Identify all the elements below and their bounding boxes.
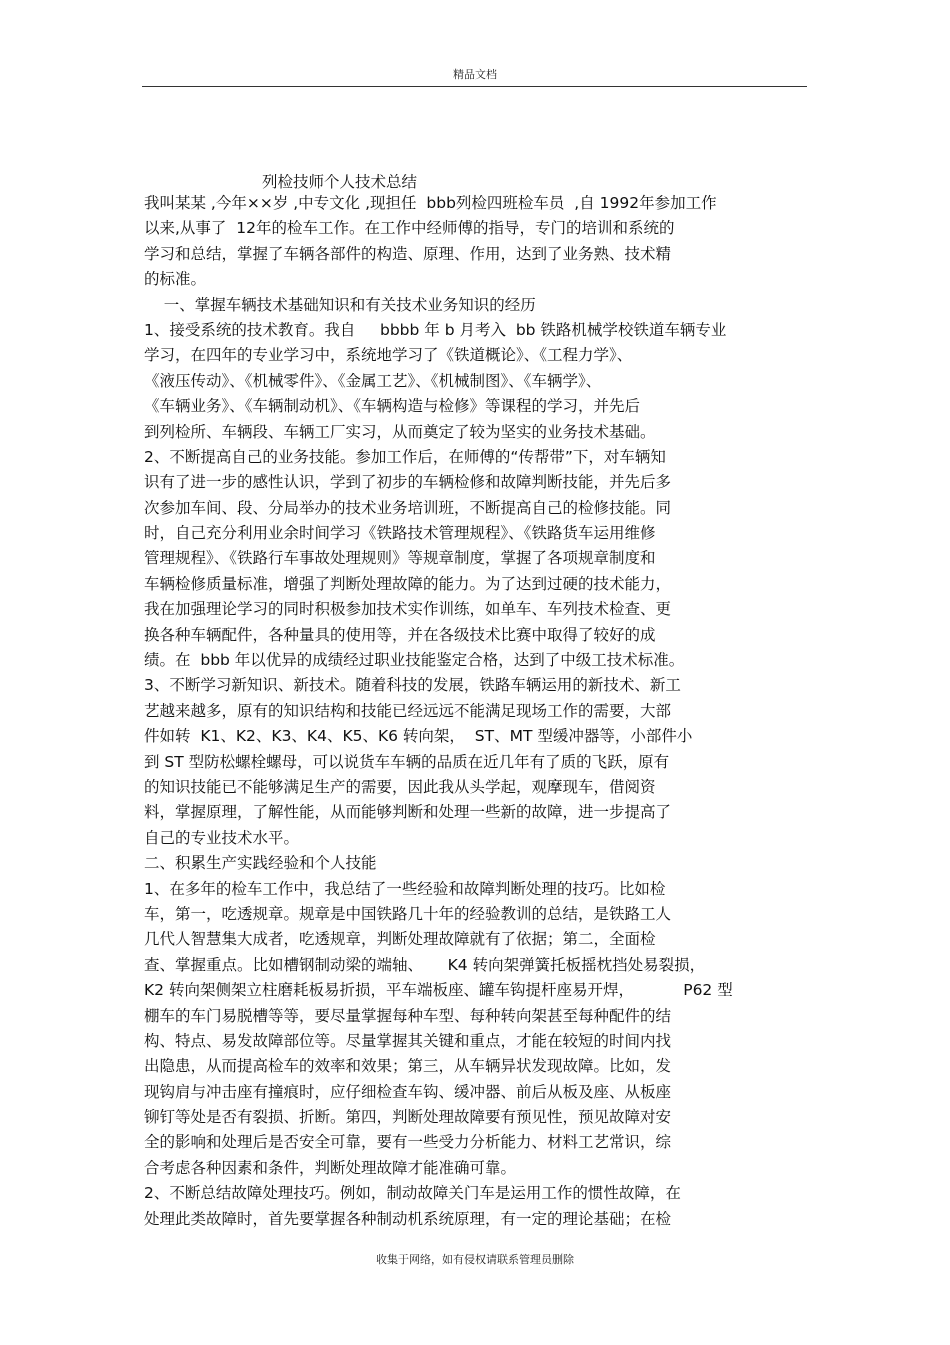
page-footer: 收集于网络，如有侵权请联系管理员删除 bbox=[376, 1253, 574, 1266]
body-line: 以来,从事了 12年的检车工作。在工作中经师傅的指导，专门的培训和系统的 bbox=[144, 219, 675, 238]
body-line: 管理规程》、《铁路行车事故处理规则》等规章制度，掌握了各项规章制度和 bbox=[144, 549, 656, 568]
body-line: 的知识技能已不能够满足生产的需要，因此我从头学起，观摩现车，借阅资 bbox=[144, 777, 656, 796]
document-body bbox=[144, 191, 824, 1232]
body-line: 查、掌握重点。比如槽钢制动梁的端轴、 K4 转向架弹簧托板摇枕挡处易裂损， bbox=[144, 955, 706, 974]
document-title: 列检技师个人技术总结 bbox=[262, 173, 418, 191]
body-line: 到列检所、车辆段、车辆工厂实习，从而奠定了较为坚实的业务技术基础。 bbox=[144, 422, 656, 441]
body-line: 2、不断提高自己的业务技能。参加工作后，在师傅的“传帮带”下，对车辆知 bbox=[144, 447, 666, 466]
body-line: 车，第一，吃透规章。规章是中国铁路几十年的经验教训的总结，是铁路工人 bbox=[144, 904, 672, 923]
body-line: 自己的专业技术水平。 bbox=[144, 828, 300, 847]
body-line: 艺越来越多，原有的知识结构和技能已经远远不能满足现场工作的需要，大部 bbox=[144, 701, 672, 720]
body-line: 构、特点、易发故障部位等。尽量掌握其关键和重点，才能在较短的时间内找 bbox=[144, 1031, 672, 1050]
body-line: 到 ST 型防松螺栓螺母，可以说货车车辆的品质在近几年有了质的飞跃，原有 bbox=[144, 752, 670, 771]
body-line: 车辆检修质量标准，增强了判断处理故障的能力。为了达到过硬的技术能力， bbox=[144, 574, 672, 593]
body-line: 学习和总结，掌握了车辆各部件的构造、原理、作用，达到了业务熟、技术精 bbox=[144, 244, 672, 263]
body-line: 次参加车间、段、分局举办的技术业务培训班，不断提高自己的检修技能。同 bbox=[144, 498, 672, 517]
body-line: 棚车的车门易脱槽等等，要尽量掌握每种车型、每种转向架甚至每种配件的结 bbox=[144, 1006, 672, 1025]
body-line: 一、掌握车辆技术基础知识和有关技术业务知识的经历 bbox=[144, 295, 536, 314]
body-line: 我在加强理论学习的同时积极参加技术实作训练，如单车、车列技术检查、更 bbox=[144, 600, 672, 619]
body-line: 的标准。 bbox=[144, 270, 207, 289]
body-line: K2 转向架侧架立柱磨耗板易折损，平车端板座、罐车钩提杆座易开焊， P62 型 bbox=[144, 981, 733, 1000]
body-line: 识有了进一步的感性认识，学到了初步的车辆检修和故障判断技能，并先后多 bbox=[144, 473, 672, 492]
body-line: 3、不断学习新知识、新技术。随着科技的发展，铁路车辆运用的新技术、新工 bbox=[144, 676, 681, 695]
body-line: 件如转 K1、K2、K3、K4、K5、K6 转向架， ST、MT 型缓冲器等，小部件小 bbox=[144, 727, 693, 746]
body-line: 《液压传动》、《机械零件》、《金属工艺》、《机械制图》、《车辆学》、 bbox=[144, 371, 602, 390]
body-line: 铆钉等处是否有裂损、折断。第四，判断处理故障要有预见性，预见故障对安 bbox=[144, 1108, 672, 1127]
body-line: 我叫某某 ,今年××岁 ,中专文化 ,现担任 bbb列检四班检车员 ,自 1992年参加工作 bbox=[144, 194, 717, 212]
body-line: 全的影响和处理后是否安全可靠，要有一些受力分析能力、材料工艺常识，综 bbox=[144, 1133, 672, 1152]
body-line: 绩。在 bbb 年以优异的成绩经过职业技能鉴定合格，达到了中级工技术标准。 bbox=[144, 651, 685, 670]
header-divider bbox=[142, 86, 807, 87]
body-line: 时，自己充分利用业余时间学习《铁路技术管理规程》、《铁路货车运用维修 bbox=[144, 524, 656, 543]
body-line: 2、不断总结故障处理技巧。例如，制动故障关门车是运用工作的惯性故障，在 bbox=[144, 1184, 681, 1203]
body-line: 《车辆业务》、《车辆制动机》、《车辆构造与检修》等课程的学习，并先后 bbox=[144, 397, 641, 416]
body-line: 学习，在四年的专业学习中，系统地学习了《铁道概论》、《工程力学》、 bbox=[144, 346, 633, 365]
body-line: 出隐患，从而提高检车的效率和效果；第三，从车辆异状发现故障。比如，发 bbox=[144, 1057, 672, 1076]
body-line: 二、积累生产实践经验和个人技能 bbox=[144, 854, 377, 873]
body-line: 1、在多年的检车工作中，我总结了一些经验和故障判断处理的技巧。比如检 bbox=[144, 879, 666, 898]
body-line: 换各种车辆配件，各种量具的使用等，并在各级技术比赛中取得了较好的成 bbox=[144, 625, 656, 644]
body-line: 处理此类故障时，首先要掌握各种制动机系统原理，有一定的理论基础；在检 bbox=[144, 1209, 672, 1228]
body-line: 合考虑各种因素和条件，判断处理故障才能准确可靠。 bbox=[144, 1158, 517, 1177]
body-line: 1、接受系统的技术教育。我自 bbbb 年 b 月考入 bb 铁路机械学校铁道车辆专业 bbox=[144, 320, 727, 339]
page-header: 精品文档 bbox=[453, 68, 497, 81]
body-line: 现钩肩与冲击座有撞痕时，应仔细检查车钩、缓冲器、前后从板及座、从板座 bbox=[144, 1082, 672, 1101]
body-line: 料，掌握原理，了解性能，从而能够判断和处理一些新的故障，进一步提高了 bbox=[144, 803, 672, 822]
body-line: 几代人智慧集大成者，吃透规章，判断处理故障就有了依据；第二，全面检 bbox=[144, 930, 656, 949]
